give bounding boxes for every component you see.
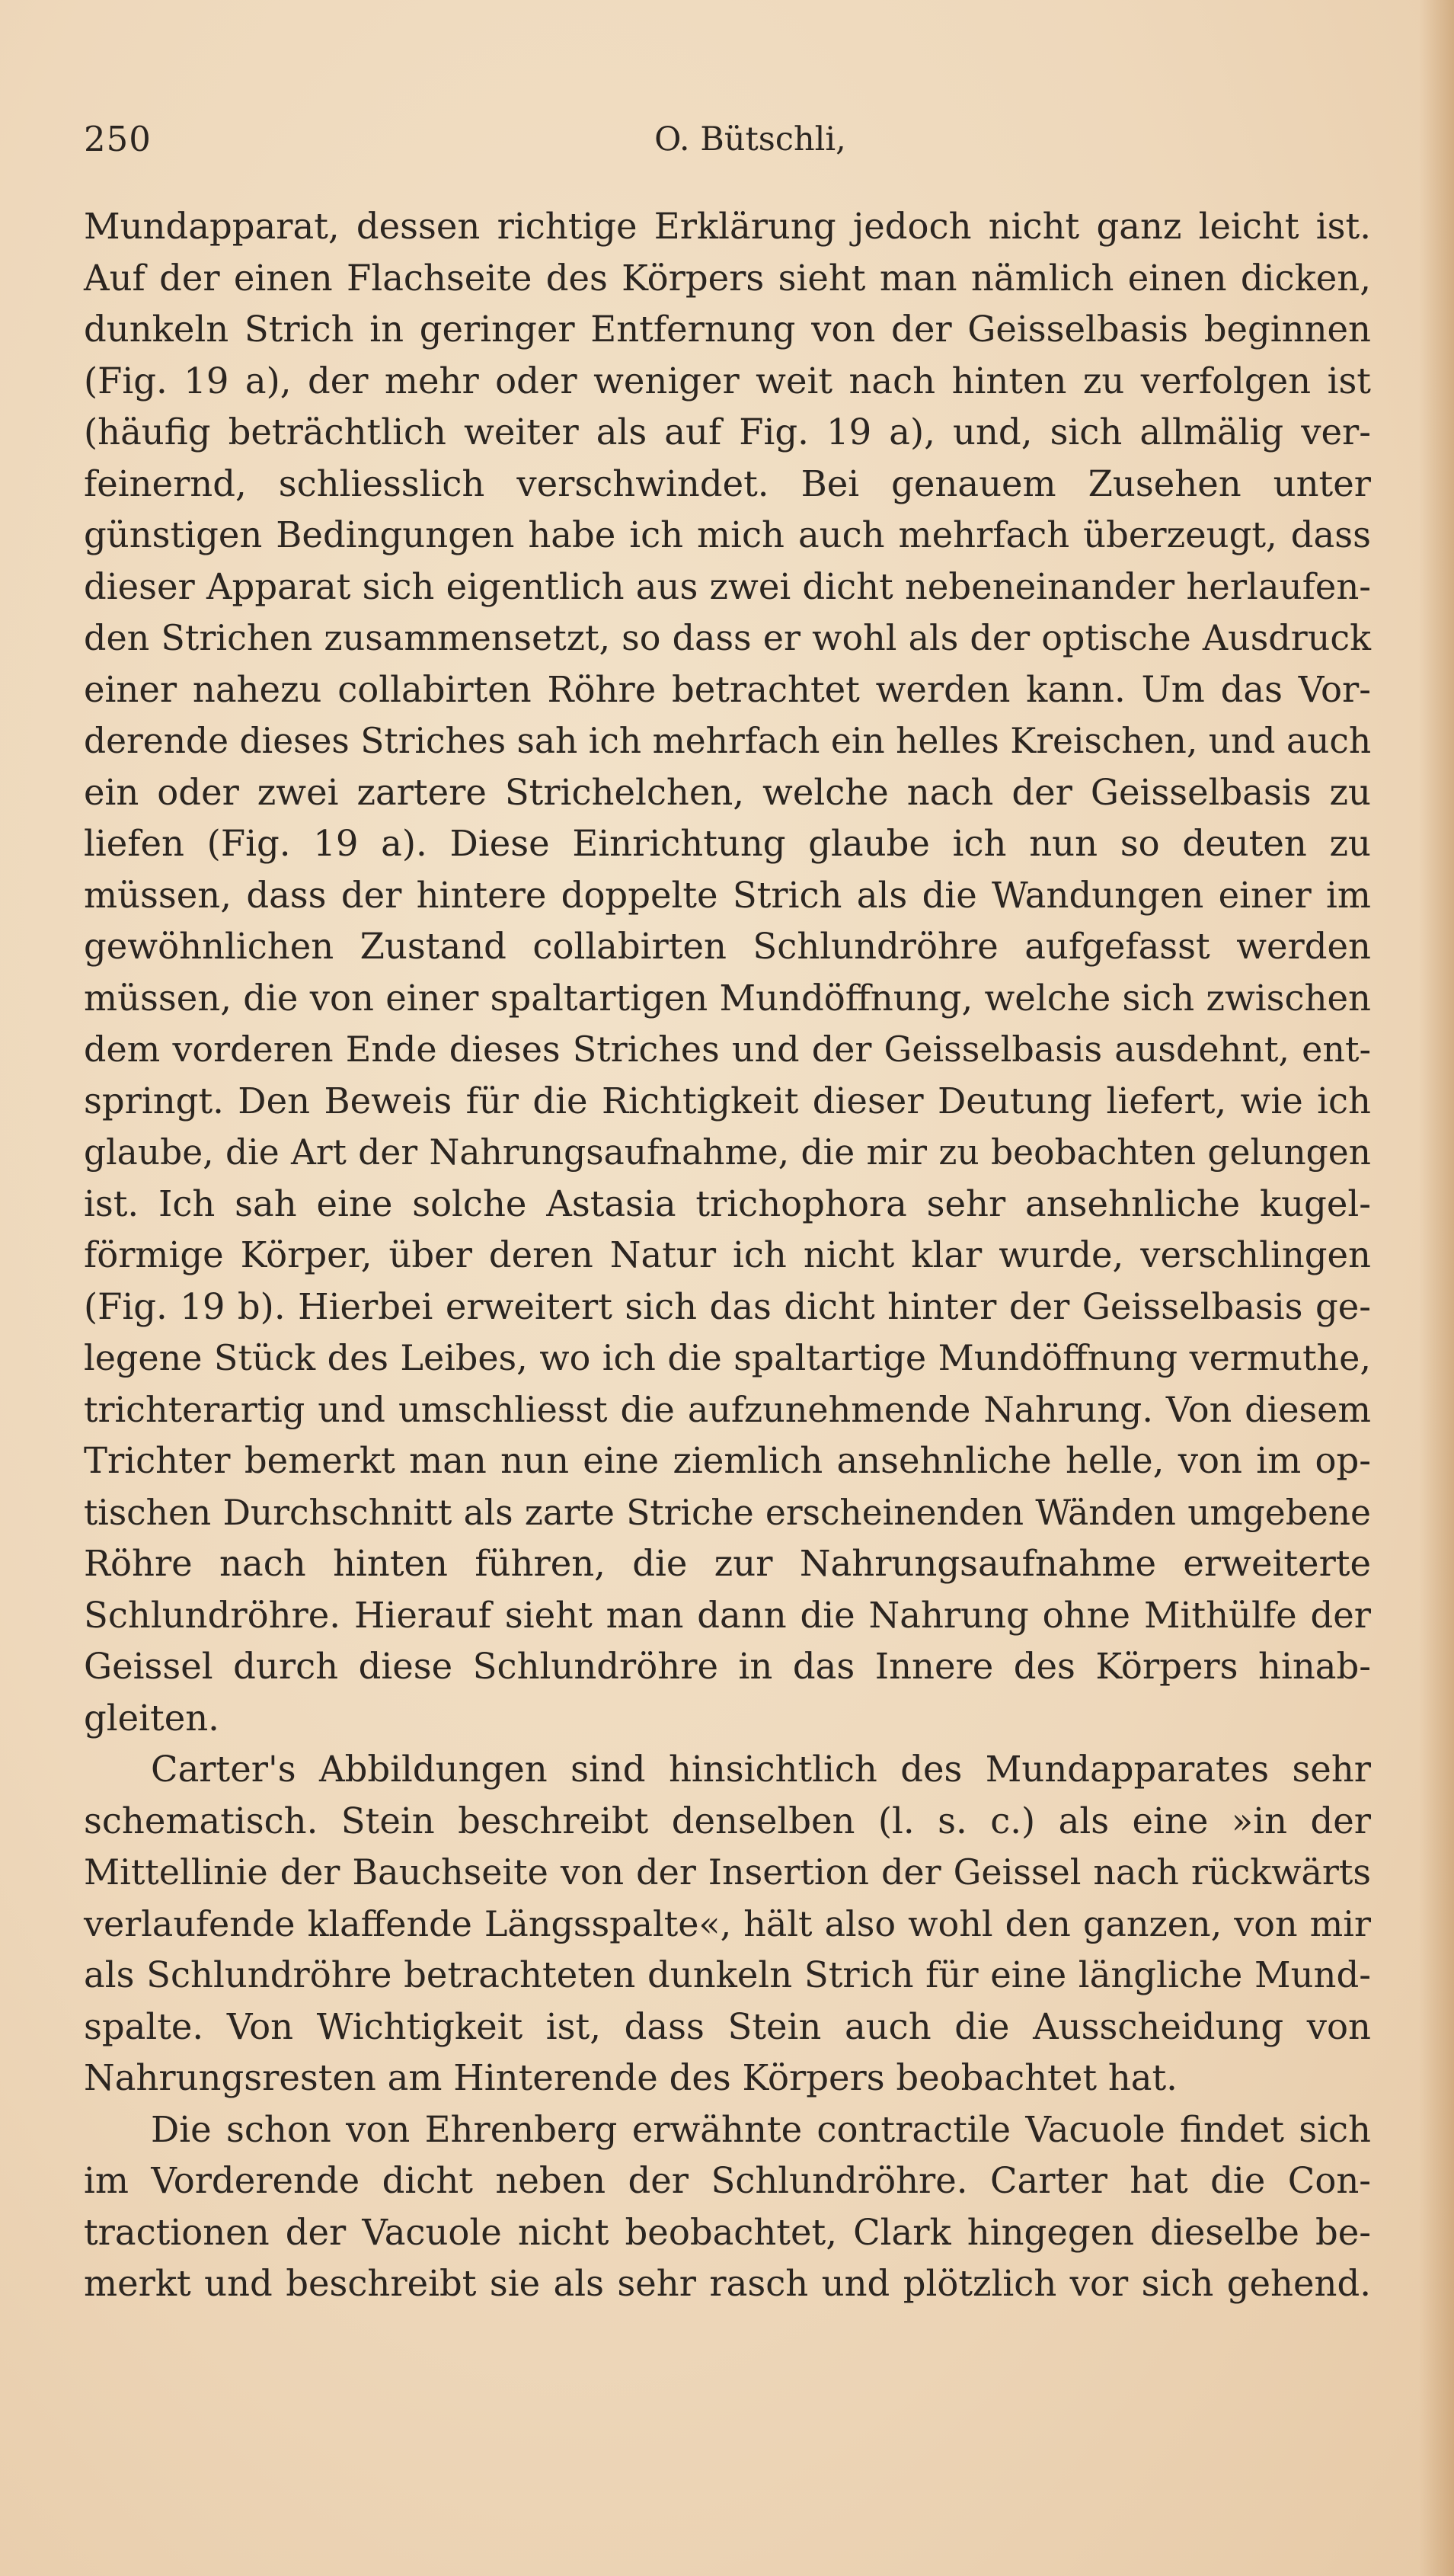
page-header — [84, 113, 1371, 166]
text-line: Schlundröhre. Hierauf sieht man dann die Nahrung ohne Mithülfe der — [84, 1594, 1371, 1636]
text-line: Nahrungsresten am Hinterende des Körpers beobachtet hat. — [84, 2057, 1178, 2098]
text-line: im Vorderende dicht neben der Schlundröhre. Carter hat die Con- — [84, 2160, 1371, 2201]
page-edge-shadow — [1419, 0, 1454, 2576]
text-line: dieser Apparat sich eigentlich aus zwei dicht nebeneinander herlaufen- — [84, 565, 1371, 607]
text-line: Die schon von Ehrenberg erwähnte contractile Vacuole findet sich — [151, 2108, 1371, 2150]
text-line: derende dieses Striches sah ich mehrfach ein helles Kreischen, und auch — [84, 721, 1372, 761]
text-line: Mittellinie der Bauchseite von der Insertion der Geissel nach rückwärts — [84, 1851, 1371, 1893]
text-line: legene Stück des Leibes, wo ich die spaltartige Mundöffnung vermuthe, — [84, 1337, 1371, 1378]
text-line: müssen, dass der hintere doppelte Strich als die Wandungen einer im — [84, 874, 1371, 916]
text-line: förmige Körper, über deren Natur ich nicht klar wurde, verschlingen — [84, 1234, 1371, 1275]
text-line: tractionen der Vacuole nicht beobachtet, Clark hingegen dieselbe be- — [84, 2211, 1371, 2253]
text-line: einer nahezu collabirten Röhre betrachtet werden kann. Um das Vor- — [84, 668, 1371, 710]
text-line: Trichter bemerkt man nun eine ziemlich ansehnliche helle, von im op- — [84, 1440, 1371, 1481]
text-line: (häufig beträchtlich weiter als auf Fig. 19 a), und, sich allmälig ver- — [84, 411, 1371, 453]
text-line: (Fig. 19 b). Hierbei erweitert sich das dicht hinter der Geisselbasis ge- — [84, 1285, 1371, 1327]
text-line: den Strichen zusammensetzt, so dass er wohl als der optische Ausdruck — [84, 617, 1371, 658]
text-line: dem vorderen Ende dieses Striches und der Geisselbasis ausdehnt, ent- — [84, 1029, 1371, 1070]
text-line: tischen Durchschnitt als zarte Striche erscheinenden Wänden umgebene — [84, 1492, 1371, 1533]
text-line: gewöhnlichen Zustand collabirten Schlundröhre aufgefasst werden — [84, 926, 1371, 967]
text-line: springt. Den Beweis für die Richtigkeit dieser Deutung liefert, wie ich — [84, 1080, 1371, 1122]
text-line: (Fig. 19 a), der mehr oder weniger weit nach hinten zu verfolgen ist — [84, 360, 1371, 402]
text-line: verlaufende klaffende Längsspalte«, hält also wohl den ganzen, von mir — [84, 1902, 1371, 1944]
text-line: glaube, die Art der Nahrungsaufnahme, die mir zu beobachten gelungen — [84, 1132, 1371, 1173]
text-line: schematisch. Stein beschreibt denselben (l. s. c.) als eine »in der — [84, 1800, 1371, 1842]
body-text — [84, 201, 1371, 2310]
text-line: Mundapparat, dessen richtige Erklärung jedoch nicht ganz leicht ist. — [84, 206, 1371, 247]
page-number: 250 — [84, 119, 152, 159]
text-line: als Schlundröhre betrachteten dunkeln Strich für eine längliche Mund- — [84, 1954, 1371, 1995]
running-head: O. Bütschli, — [654, 120, 846, 158]
text-line: Carter's Abbildungen sind hinsichtlich des Mundapparates sehr — [151, 1749, 1371, 1790]
text-line: feinernd, schliesslich verschwindet. Bei genauem Zusehen unter — [84, 462, 1371, 504]
text-line: Geissel durch diese Schlundröhre in das Innere des Körpers hinab- — [84, 1646, 1371, 1687]
text-line: liefen (Fig. 19 a). Diese Einrichtung glaube ich nun so deuten zu — [84, 823, 1371, 864]
text-line: trichterartig und umschliesst die aufzunehmende Nahrung. Von diesem — [84, 1388, 1371, 1430]
text-line: Auf der einen Flachseite des Körpers sieht man nämlich einen dicken, — [84, 257, 1371, 299]
text-line: spalte. Von Wichtigkeit ist, dass Stein auch die Ausscheidung von — [84, 2005, 1371, 2047]
text-line: gleiten. — [84, 1697, 219, 1739]
text-line: dunkeln Strich in geringer Entfernung von der Geisselbasis beginnen — [84, 309, 1371, 350]
text-line: günstigen Bedingungen habe ich mich auch mehrfach überzeugt, dass — [84, 514, 1371, 555]
text-line: ist. Ich sah eine solche Astasia trichophora sehr ansehnliche kugel- — [84, 1182, 1371, 1224]
text-line: müssen, die von einer spaltartigen Mundöffnung, welche sich zwischen — [84, 977, 1371, 1019]
text-line: ein oder zwei zartere Strichelchen, welche nach der Geisselbasis zu — [84, 771, 1371, 813]
text-line: Röhre nach hinten führen, die zur Nahrungsaufnahme erweiterte — [84, 1543, 1371, 1584]
text-line: merkt und beschreibt sie als sehr rasch und plötzlich vor sich gehend. — [84, 2263, 1371, 2304]
